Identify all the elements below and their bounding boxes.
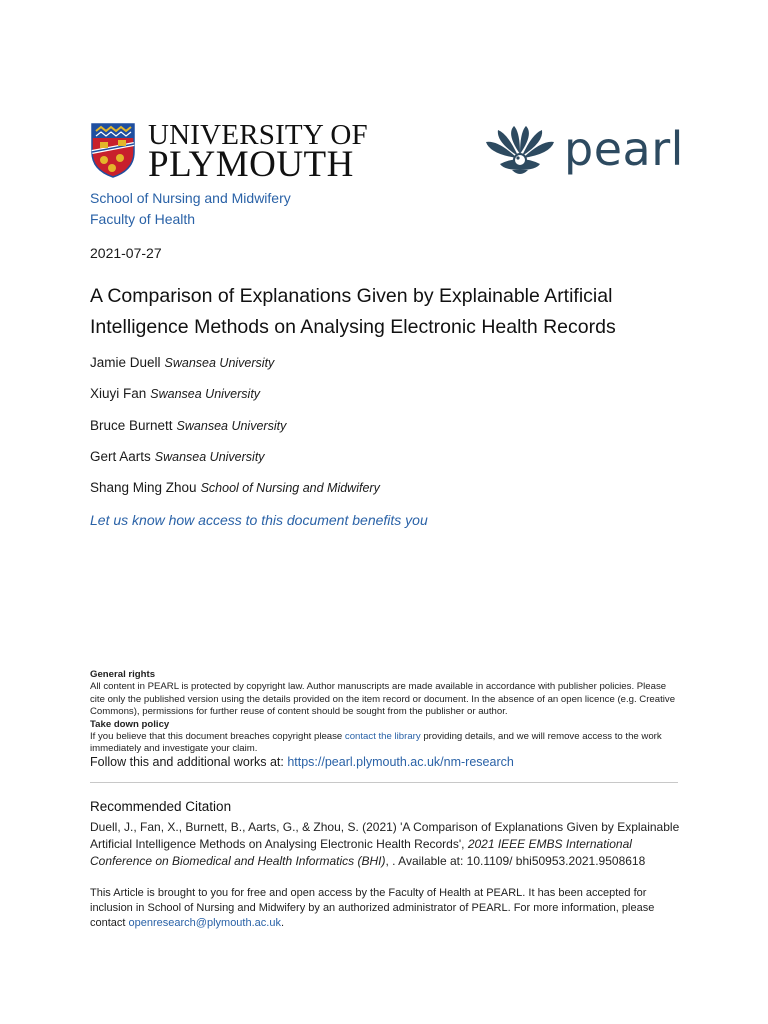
rights-section xyxy=(90,669,680,756)
author-name: Gert Aarts xyxy=(90,449,151,464)
author-name: Shang Ming Zhou xyxy=(90,480,197,495)
pearl-wordmark: pearl xyxy=(564,122,684,176)
author-affiliation: Swansea University xyxy=(150,387,261,401)
general-rights-heading: General rights xyxy=(90,669,156,680)
citation-text xyxy=(90,819,680,870)
author-entry xyxy=(90,355,274,370)
faculty-link[interactable]: Faculty of Health xyxy=(90,211,196,227)
contact-library-link[interactable]: contact the library xyxy=(344,731,421,743)
notice-text: This Article is brought to you for free and open access by the Faculty of Health at PEARL. It has been accepted for inclusion in School of Nursing and Midwifery by an authorized administrator of PEARL. For more information, please contact xyxy=(90,887,655,929)
pearl-logo xyxy=(484,122,684,182)
recommended-citation-heading: Recommended Citation xyxy=(90,799,232,814)
collection-link[interactable]: https://pearl.plymouth.ac.uk/nm-research xyxy=(287,755,514,769)
school-link[interactable]: School of Nursing and Midwifery xyxy=(90,190,291,206)
general-rights-text: All content in PEARL is protected by copyright law. Author manuscripts are made available in accordance with publisher policies. Please cite only the published version using the details provided on the item record or document. In the absence of an open licence (e.g. Creative Commons), permissions for further reuse of content should be sought from the publisher or author. xyxy=(90,681,676,718)
access-notice xyxy=(90,886,680,931)
author-name: Jamie Duell xyxy=(90,355,161,370)
author-affiliation: School of Nursing and Midwifery xyxy=(200,481,380,495)
author-entry xyxy=(90,386,260,401)
shell-icon xyxy=(484,124,556,178)
take-down-text: If you believe that this document breaches copyright please xyxy=(90,731,345,743)
affiliation-links xyxy=(90,188,291,230)
take-down-text-end: providing details, and we will remove access to the work immediately and investigate your claim. xyxy=(90,731,662,755)
feedback-link[interactable]: Let us know how access to this document benefits you xyxy=(90,512,428,528)
citation-doi: , . Available at: 10.1109/ bhi50953.2021.9508618 xyxy=(385,854,646,868)
take-down-heading: Take down policy xyxy=(90,718,170,730)
divider xyxy=(90,782,678,783)
citation-plain: Duell, J., Fan, X., Burnett, B., Aarts, G., & Zhou, S. (2021) 'A Comparison of Explanations Given by Explainable Artificial Intelligence Methods on Analysing Electronic Health Records', xyxy=(90,820,680,851)
author-name: Xiuyi Fan xyxy=(90,386,147,401)
follow-line xyxy=(90,755,514,769)
shield-icon xyxy=(90,122,136,178)
email-link[interactable]: openresearch@plymouth.ac.uk xyxy=(128,917,281,929)
author-entry xyxy=(90,418,286,433)
citation-venue: 2021 IEEE EMBS International Conference on Biomedical and Health Informatics (BHI) xyxy=(90,837,632,868)
author-entry xyxy=(90,480,380,495)
author-name: Bruce Burnett xyxy=(90,418,173,433)
publication-date: 2021-07-27 xyxy=(90,245,162,261)
notice-end: . xyxy=(280,917,285,929)
article-title: A Comparison of Explanations Given by Explainable Artificial Intelligence Methods on Analysing Electronic Health Records xyxy=(90,285,616,338)
follow-text: Follow this and additional works at: xyxy=(90,755,288,769)
university-of-plymouth-logo xyxy=(90,119,370,185)
author-affiliation: Swansea University xyxy=(154,450,265,464)
author-affiliation: Swansea University xyxy=(164,356,275,370)
university-name-line1: UNIVERSITY OF xyxy=(148,119,368,151)
author-entry xyxy=(90,449,265,464)
author-affiliation: Swansea University xyxy=(176,419,287,433)
university-name-line2: PLYMOUTH xyxy=(148,144,354,185)
